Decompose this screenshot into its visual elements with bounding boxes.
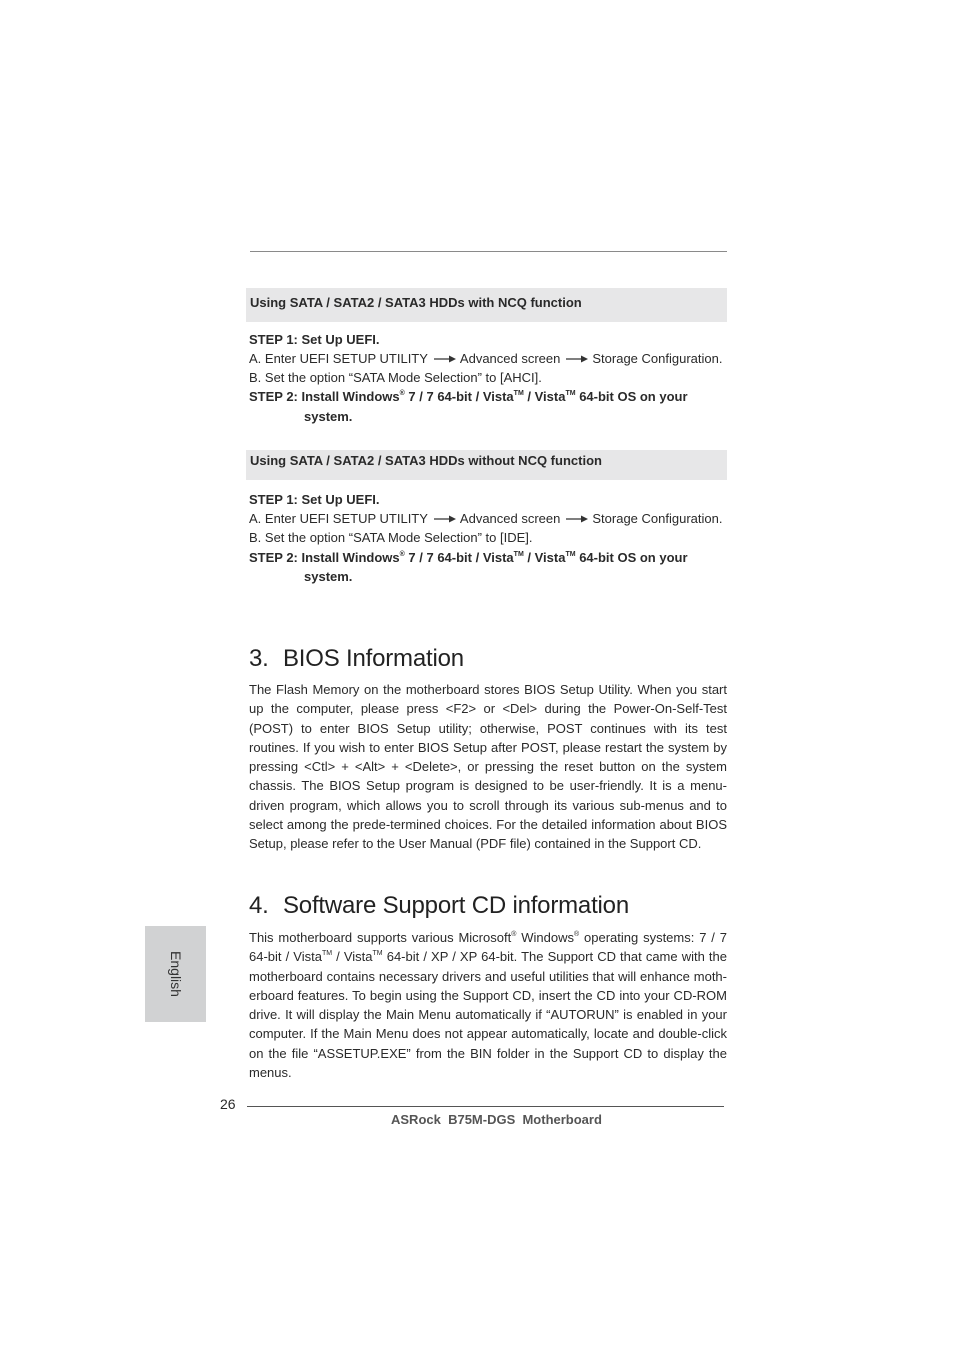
footer-divider	[247, 1106, 724, 1107]
no-ncq-step2-part2: 7 / 7 64-bit / Vista	[404, 550, 514, 565]
no-ncq-step2	[249, 550, 688, 565]
ncq-step2-part1: STEP 2: Install Windows	[249, 389, 400, 404]
no-ncq-section-heading-band	[246, 450, 727, 480]
language-side-tab	[145, 926, 206, 1022]
software-heading	[249, 892, 629, 920]
trademark-mark: TM	[565, 551, 576, 558]
software-body-part4: / Vista	[332, 949, 373, 965]
no-ncq-step2-line2: system.	[304, 569, 353, 584]
no-ncq-step1-b: B. Set the option “SATA Mode Selection” to [IDE].	[249, 530, 533, 545]
arrow-right-icon	[434, 514, 456, 524]
no-ncq-step2-part4: 64-bit OS on your	[575, 550, 688, 565]
trademark-mark: TM	[513, 390, 524, 397]
ncq-step1-a	[249, 351, 722, 366]
registered-mark: ®	[511, 931, 517, 938]
software-body-part3: operating systems: 7 / 7 64-bit / Vista	[249, 930, 727, 965]
registered-mark: ®	[399, 551, 405, 558]
bios-heading-number: 3.	[249, 645, 269, 672]
bios-paragraph: The Flash Memory on the motherboard stores BIOS Setup Utility. When you start up the computer, please press <F2> or <Del> during the Power-On-Self-Test (POST) to enter BIOS Setup utility; otherwise, POST continues with its test routines. If you wish to enter BIOS Setup after POST, please restart the system by pressing <Ctl> + <Alt> + <Delete>, or pressing the reset button on the system chassis. The BIOS Setup program is designed to be user-friendly. It is a menu-driven program, which allows you to scroll through its various sub-menus and to select among the prede-termined choices. For the detailed information about BIOS Setup, please refer to the User Manual (PDF file) contained in the Support CD.	[249, 682, 727, 852]
registered-mark: ®	[573, 931, 580, 938]
no-ncq-step1-a-end: Storage Configuration.	[592, 511, 723, 526]
trademark-mark: TM	[565, 390, 576, 397]
ncq-step1-b: B. Set the option “SATA Mode Selection” to [AHCI].	[249, 370, 542, 385]
ncq-step1-a-prefix: A. Enter UEFI SETUP UTILITY	[249, 351, 428, 366]
no-ncq-step1-a-prefix: A. Enter UEFI SETUP UTILITY	[249, 511, 428, 526]
arrow-right-icon	[566, 514, 588, 524]
no-ncq-step1-title: STEP 1: Set Up UEFI.	[249, 492, 380, 507]
ncq-step2-part3: / Vista	[523, 389, 566, 404]
no-ncq-section-heading: Using SATA / SATA2 / SATA3 HDDs without NCQ function	[250, 453, 602, 468]
software-body-part2: Windows	[516, 930, 574, 945]
language-side-tab-label: English	[167, 951, 184, 997]
ncq-step2-line2: system.	[304, 409, 353, 424]
arrow-right-icon	[566, 354, 588, 364]
no-ncq-step1-a	[249, 511, 722, 526]
registered-mark: ®	[399, 390, 405, 397]
software-heading-number: 4.	[249, 892, 269, 919]
software-heading-title: Software Support CD information	[283, 892, 629, 919]
trademark-mark: TM	[372, 950, 383, 958]
page-number: 26	[220, 1096, 236, 1112]
top-divider	[250, 251, 727, 252]
ncq-step2-part2: 7 / 7 64-bit / Vista	[404, 389, 514, 404]
ncq-section-heading-band	[246, 288, 727, 322]
no-ncq-step2-part1: STEP 2: Install Windows	[249, 550, 400, 565]
bios-heading-title: BIOS Information	[283, 645, 464, 672]
ncq-step1-title: STEP 1: Set Up UEFI.	[249, 332, 380, 347]
bios-heading	[249, 645, 464, 673]
ncq-step1-a-mid: Advanced screen	[459, 351, 561, 366]
footer-product-name: ASRock B75M-DGS Motherboard	[391, 1112, 602, 1127]
ncq-section-heading: Using SATA / SATA2 / SATA3 HDDs with NCQ function	[250, 295, 582, 310]
software-body-part5: 64-bit / XP / XP 64-bit. The Support CD that came with the motherboard contains necessary drivers and useful utilities that will enhance moth-erboard features. To begin using the Support CD, insert the CD into your CD-ROM drive. It will display the Main Menu automatically if “AUTORUN” is enabled in your computer. If the Main Menu does not appear automatically, locate and double-click on the file “ASSETUP.EXE” from the BIN folder in the Support CD to display the menus.	[249, 949, 727, 1081]
no-ncq-step1-a-mid: Advanced screen	[459, 511, 561, 526]
ncq-step1-a-end: Storage Configuration.	[592, 351, 723, 366]
trademark-mark: TM	[321, 950, 333, 958]
ncq-step2-part4: 64-bit OS on your	[575, 389, 688, 404]
trademark-mark: TM	[513, 551, 524, 558]
software-body-part1: This motherboard supports various Microsoft	[249, 930, 512, 945]
arrow-right-icon	[434, 354, 456, 364]
no-ncq-step2-part3: / Vista	[523, 550, 566, 565]
ncq-step2	[249, 389, 688, 404]
software-paragraph	[249, 928, 727, 1082]
